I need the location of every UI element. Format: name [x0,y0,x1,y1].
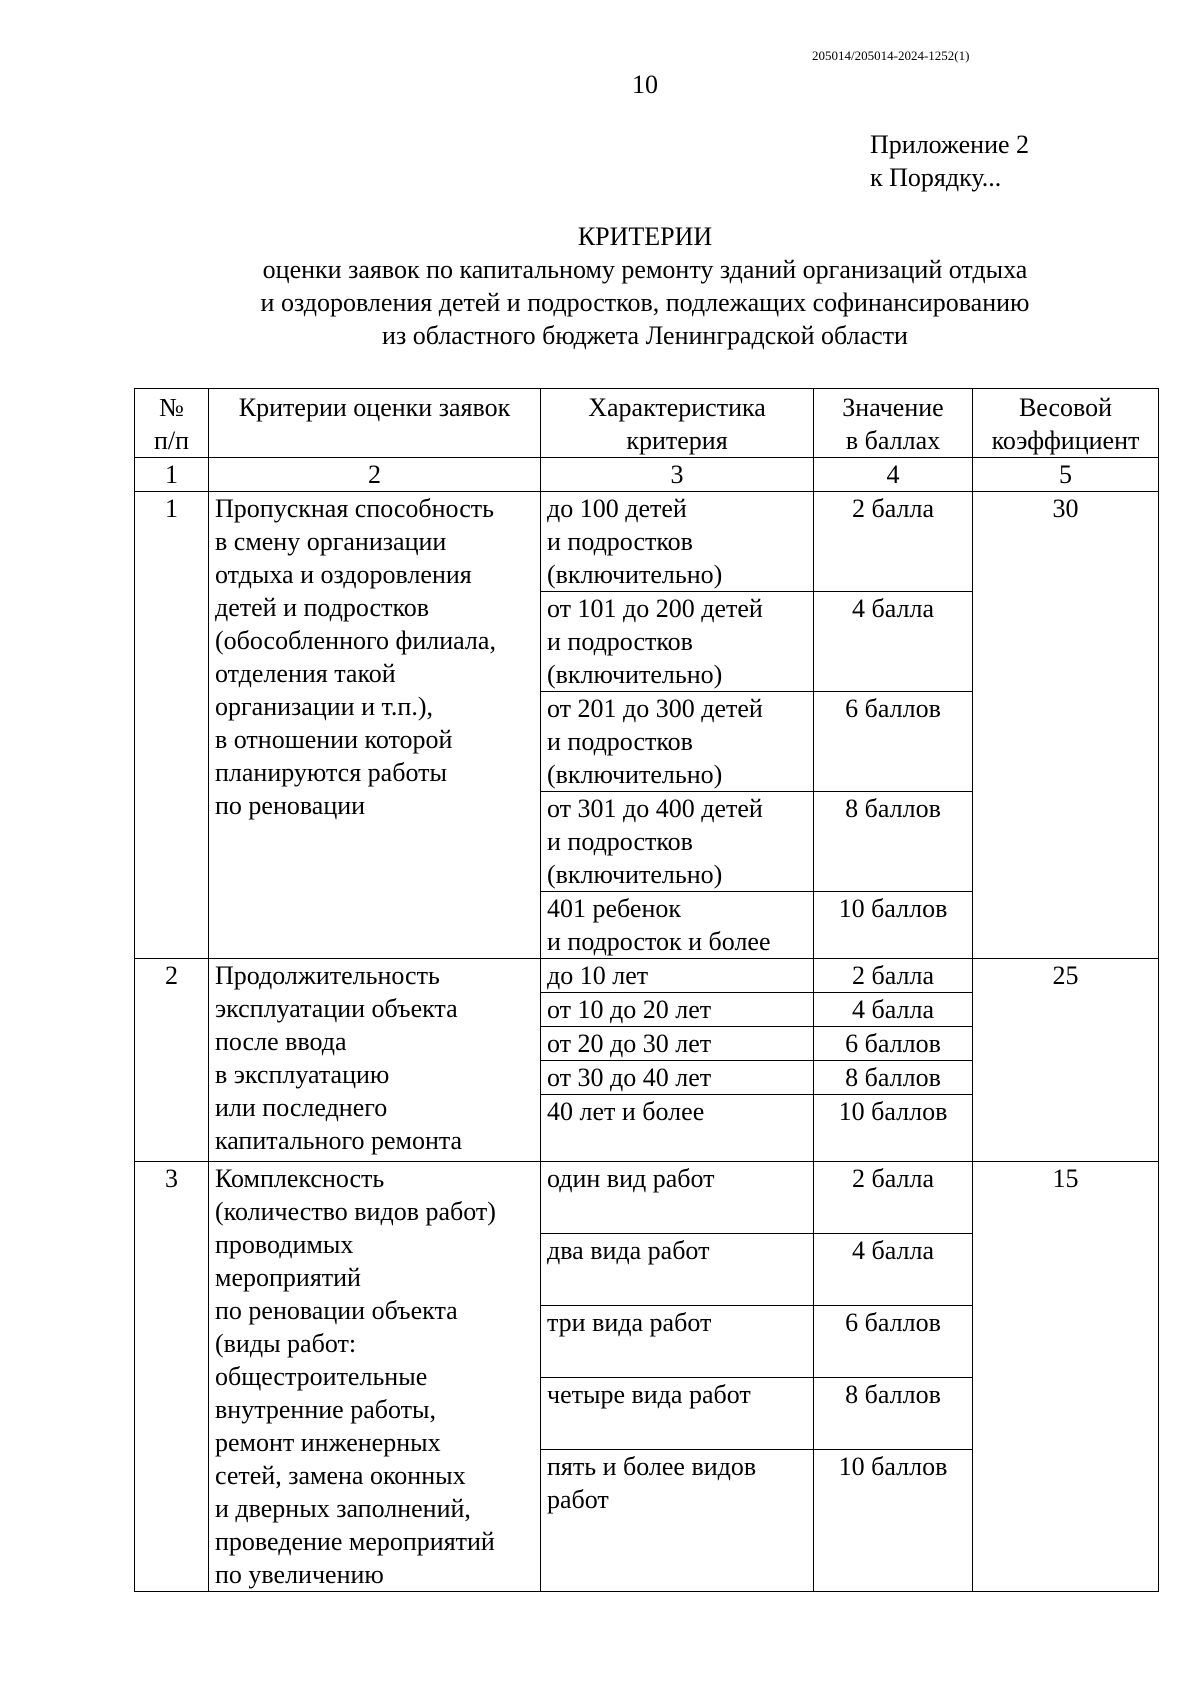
column-number: 2 [209,458,541,492]
header-characteristic: Характеристика критерия [541,389,814,458]
characteristic-cell: пять и более видов работ [541,1450,814,1592]
column-number: 5 [973,458,1159,492]
row-number: 2 [135,959,209,1162]
column-number: 3 [541,458,814,492]
criteria-table [134,388,1159,1592]
score-cell: 6 баллов [814,1027,973,1061]
characteristic-cell: от 20 до 30 лет [541,1027,814,1061]
characteristic-cell: четыре вида работ [541,1378,814,1450]
weight-cell: 30 [973,492,1159,959]
document-title: КРИТЕРИИ [577,222,713,251]
characteristic-cell: от 301 до 400 детей и подростков (включительно) [541,792,814,892]
table-row [135,959,1159,993]
characteristic-cell: три вида работ [541,1306,814,1378]
header-criterion: Критерии оценки заявок [209,389,541,458]
score-cell: 2 балла [814,1162,973,1234]
criterion-text: Комплексность (количество видов работ) проводимых мероприятий по реновации объекта (виды работ: общестроительные внутренние работы, ремонт инженерных сетей, замена оконных и дверных заполнений, проведение мероприятий по увеличению [209,1162,541,1592]
score-cell: 10 баллов [814,1095,973,1162]
title-block [0,220,1200,352]
weight-cell: 15 [973,1162,1159,1592]
table-row [135,1162,1159,1234]
criterion-text: Продолжительность эксплуатации объекта после ввода в эксплуатацию или последнего капитального ремонта [209,959,541,1162]
score-cell: 2 балла [814,959,973,993]
score-cell: 4 балла [814,592,973,692]
column-number: 1 [135,458,209,492]
characteristic-cell: 40 лет и более [541,1095,814,1162]
appendix-reference: Приложение 2 к Порядку... [870,130,1030,192]
score-cell: 8 баллов [814,792,973,892]
table-row [135,492,1159,592]
score-cell: 4 балла [814,1234,973,1306]
characteristic-cell: от 10 до 20 лет [541,993,814,1027]
characteristic-cell: 401 ребенок и подросток и более [541,892,814,959]
characteristic-cell: от 201 до 300 детей и подростков (включительно) [541,692,814,792]
characteristic-cell: один вид работ [541,1162,814,1234]
page-number: 10 [632,70,658,99]
score-cell: 4 балла [814,993,973,1027]
score-cell: 10 баллов [814,892,973,959]
score-cell: 8 баллов [814,1378,973,1450]
header-number: № п/п [135,389,209,458]
score-cell: 10 баллов [814,1450,973,1592]
header-score: Значение в баллах [814,389,973,458]
document-id: 205014/205014-2024-1252(1) [812,48,970,63]
row-number: 3 [135,1162,209,1592]
column-number: 4 [814,458,973,492]
characteristic-cell: от 101 до 200 детей и подростков (включительно) [541,592,814,692]
characteristic-cell: от 30 до 40 лет [541,1061,814,1095]
table-header-row [135,389,1159,458]
criterion-text: Пропускная способность в смену организации отдыха и оздоровления детей и подростков (обособленного филиала, отделения такой организации и т.п.), в отношении которой планируются работы по реновации [209,492,541,959]
score-cell: 2 балла [814,492,973,592]
weight-cell: 25 [973,959,1159,1162]
header-weight: Весовой коэффициент [973,389,1159,458]
score-cell: 6 баллов [814,1306,973,1378]
characteristic-cell: до 10 лет [541,959,814,993]
score-cell: 8 баллов [814,1061,973,1095]
document-subtitle: оценки заявок по капитальному ремонту зданий организаций отдыха и оздоровления детей и подростков, подлежащих софинансированию из областного бюджета Ленинградской области [260,255,1030,350]
row-number: 1 [135,492,209,959]
column-number-row [135,458,1159,492]
characteristic-cell: два вида работ [541,1234,814,1306]
score-cell: 6 баллов [814,692,973,792]
characteristic-cell: до 100 детей и подростков (включительно) [541,492,814,592]
